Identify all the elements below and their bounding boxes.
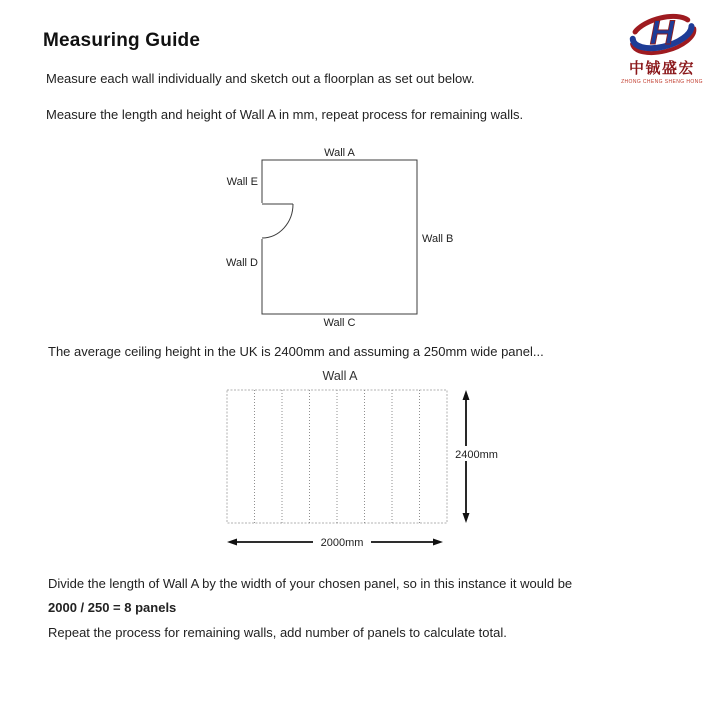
brand-logo	[616, 8, 708, 85]
page-title: Measuring Guide	[43, 30, 201, 51]
floorplan-wall-d-label: Wall D	[226, 257, 258, 269]
height-dimension-label: 2400mm	[455, 449, 498, 461]
floorplan-wall-a-label: Wall A	[324, 147, 355, 159]
panel-diagram-title: Wall A	[322, 369, 358, 383]
brand-logo-glyph: H	[649, 14, 675, 52]
intro-text: Measure each wall individually and sketch out a floorplan as set out below.	[46, 71, 475, 86]
panel-formula-text: 2000 / 250 = 8 panels	[48, 600, 177, 615]
floorplan-diagram	[210, 144, 470, 336]
floorplan-wall-c-label: Wall C	[323, 317, 356, 329]
floorplan-wall-e-label: Wall E	[226, 176, 258, 188]
brand-logo-icon	[618, 8, 706, 56]
ceiling-note-text: The average ceiling height in the UK is 2400mm and assuming a 250mm wide panel...	[48, 344, 544, 359]
brand-logo-name: 中铖盛宏	[628, 60, 695, 77]
divide-instruction-text: Divide the length of Wall A by the width of your chosen panel, so in this instance it would be	[48, 576, 573, 591]
floorplan-wall-b-label: Wall B	[422, 233, 454, 245]
length-dimension-arrow	[227, 533, 443, 549]
height-dimension-arrow	[450, 390, 503, 523]
panel-diagram	[200, 365, 510, 557]
length-dimension-label: 2000mm	[320, 537, 364, 549]
measure-instruction-text: Measure the length and height of Wall A in mm, repeat process for remaining walls.	[46, 107, 524, 122]
repeat-instruction-text: Repeat the process for remaining walls, add number of panels to calculate total.	[48, 625, 507, 640]
brand-logo-subtext: ZHONG CHENG SHENG HONG	[621, 78, 703, 85]
